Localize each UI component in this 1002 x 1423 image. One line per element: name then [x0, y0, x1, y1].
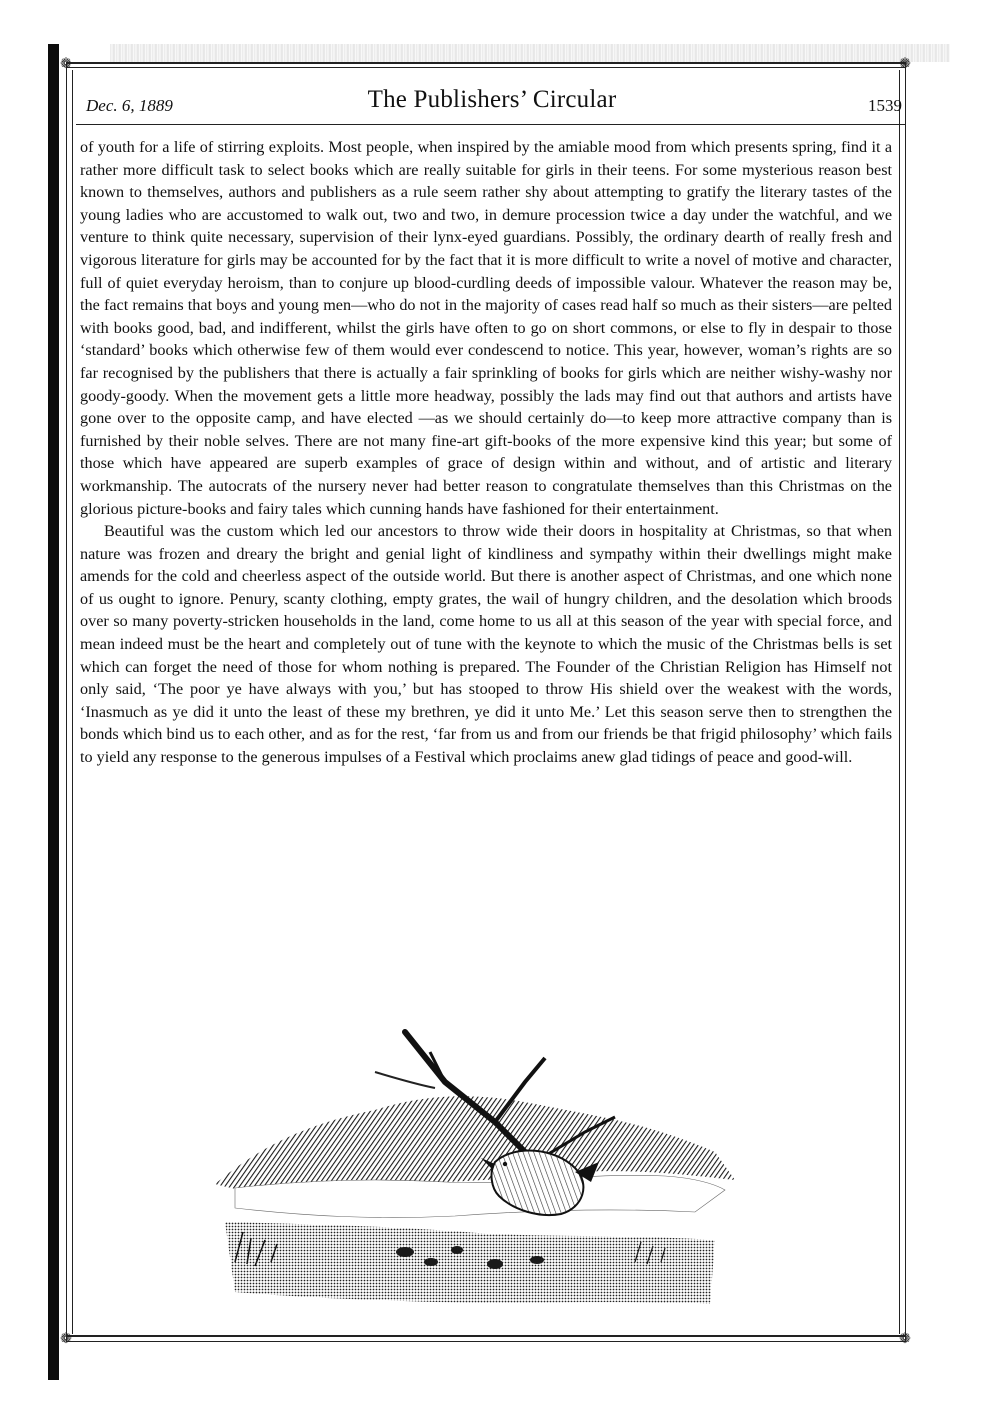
rosette-icon: ❁ [899, 56, 911, 72]
frame-bottom-rule [66, 1335, 906, 1337]
frame-right-rule-inner [899, 70, 900, 1334]
page-number: 1539 [868, 96, 902, 115]
rosette-icon: ❁ [60, 56, 72, 72]
issue-date: Dec. 6, 1889 [86, 96, 173, 115]
frame-left-rule [66, 62, 67, 1342]
frame-top-rule-inner [66, 67, 906, 68]
article-body [80, 136, 892, 769]
rosette-icon: ❁ [899, 1331, 911, 1347]
binding-spine [48, 44, 59, 1380]
frame-bottom-rule-inner [66, 1341, 906, 1342]
publication-title: The Publishers’ Circular [367, 86, 617, 113]
frame-right-rule [905, 62, 906, 1342]
scan-smudge [110, 44, 950, 62]
winter-bird-engraving-icon [195, 1012, 755, 1312]
paragraph-youth-books: of youth for a life of stirring exploits. Most people, when inspired by the amiable mood from which presents spring, find it a rather more difficult task to select books which are really suitable for girls in their teens. For some mysterious reason best known to themselves, authors and publishers as a rule seem rather shy about attempting to gratify the literary tastes of the young ladies who are accustomed to walk out, two and two, in demure procession twice a day under the watchful, and we venture to think quite necessary, supervision of their lynx-eyed guardians. Possibly, the ordinary dearth of really fresh and vigorous literature for girls may be accounted for by the fact that it is more difficult to write a novel of motive and character, full of quiet everyday heroism, than to conjure up blood-curdling deeds of impossible valour. Whatever the reason may be, the fact remains that boys and young men—who do not in the majority of cases read half so much as their sisters—are pelted with books good, bad, and indifferent, whilst the girls have often to go on short commons, or else to fly in despair to those ‘standard’ books which otherwise few of them would ever condescend to notice. This year, however, woman’s rights are so far recognised by the publishers that there is actually a fair sprinkling of books for girls which are neither wishy-washy nor goody-goody. When the movement gets a little more headway, possibly the lads may find out that authors and artists have gone over to the opposite camp, and have elected —as we should certainly do—to keep more attractive company than is furnished by their noble selves. There are not many fine-art gift-books of the more expensive kind this year; but some of those which have appeared are superb examples of grace of design within and without, and of artistic and literary workmanship. The autocrats of the nursery never had better reason to congratulate themselves than this Christmas on the glorious picture-books and fairy tales which cunning hands have fashioned for their entertainment. [80, 138, 892, 518]
header-rule [76, 124, 906, 125]
rosette-icon: ❁ [60, 1331, 72, 1347]
running-header [78, 86, 906, 120]
frame-left-rule-inner [72, 70, 73, 1334]
paragraph-christmas-charity: Beautiful was the custom which led our ancestors to throw wide their doors in hospitality at Christmas, so that when nature was frozen and dreary the bright and genial light of kindliness and sympathy within their dwellings might make amends for the cold and cheerless aspect of the outside world. But there is another aspect of Christmas, and one which none of us ought to ignore. Penury, scanty clothing, empty grates, the wail of hungry children, and the desolation which broods over so many poverty-stricken households in the land, come home to us all at this season of the year with special force, and mean indeed must be the heart and completely out of tune with the keynote to which the music of the Christmas bells is set which can forget the need of those for whom nothing is prepared. The Founder of the Christian Religion has Himself not only said, ‘The poor ye have always with you,’ but has stooped to throw His shield over the weakest with the words, ‘Inasmuch as ye did it unto the least of these my brethren, ye did it unto Me.’ Let this season serve then to strengthen the bonds which bind us to each other, and as for the rest, ‘far from us and from our friends be that frigid philosophy’ which fails to yield any response to the generous impulses of a Festival which proclaims anew glad tidings of peace and good-will. [80, 522, 892, 767]
frame-top-rule [66, 62, 906, 64]
